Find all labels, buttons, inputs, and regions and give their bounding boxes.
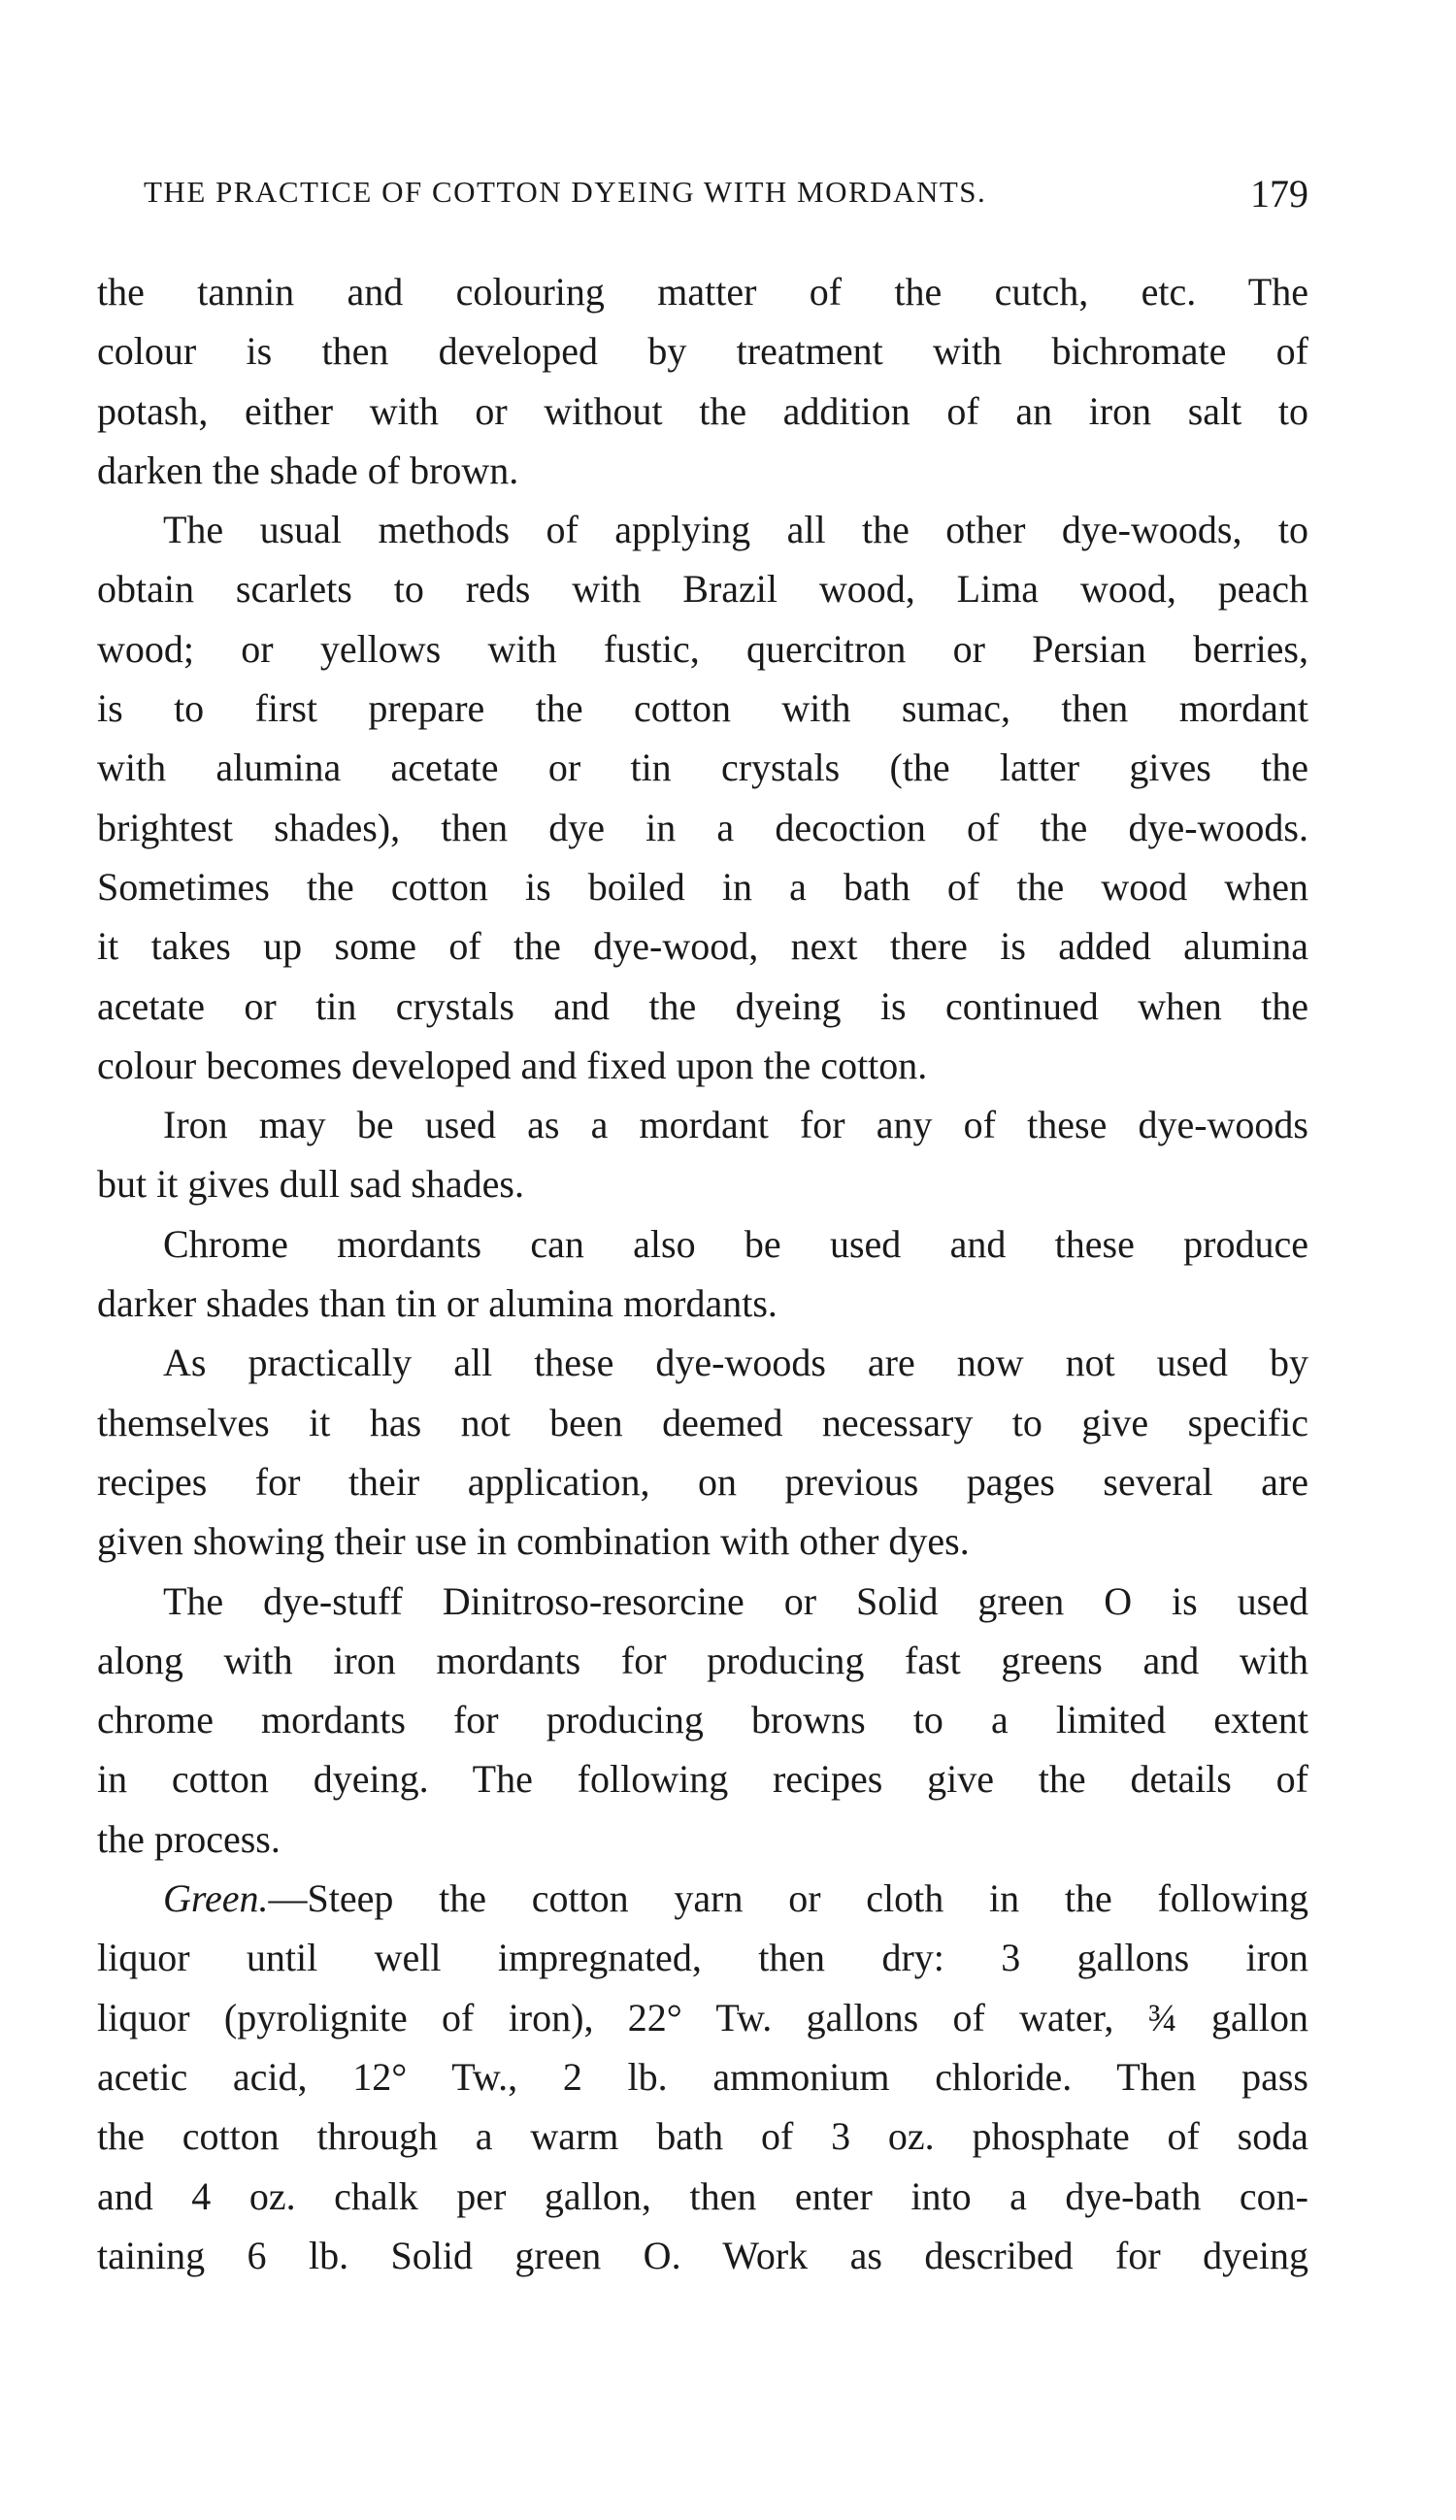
text-line: acetate or tin crystals and the dyeing is continued when the — [97, 983, 1308, 1028]
text-line: wood; or yellows with fustic, quercitron or Persian berries, — [97, 626, 1308, 671]
paragraph — [97, 1095, 1308, 1214]
running-header — [144, 172, 1308, 223]
paragraph — [97, 1214, 1308, 1334]
body-text — [97, 262, 1308, 2285]
text-line: Chrome mordants can also be used and these produce — [163, 1221, 1308, 1266]
text-line: and 4 oz. chalk per gallon, then enter into a dye-bath con- — [97, 2173, 1308, 2218]
text-line: liquor (pyrolignite of iron), 22° Tw. gallons of water, ¾ gallon — [97, 1995, 1308, 2039]
text-line: obtain scarlets to reds with Brazil wood, Lima wood, peach — [97, 567, 1308, 612]
text-line: with alumina acetate or tin crystals (the latter gives the — [97, 746, 1308, 790]
page-number: 179 — [1250, 172, 1308, 216]
text-line: the tannin and colouring matter of the cutch, etc. The — [97, 270, 1308, 314]
text-line: The dye-stuff Dinitroso-resorcine or Solid green O is used — [163, 1578, 1308, 1623]
text-line: brightest shades), then dye in a decoction of the dye-woods. — [97, 805, 1308, 849]
paragraph — [97, 1333, 1308, 1571]
text-line: in cotton dyeing. The following recipes give the details of — [97, 1757, 1308, 1802]
text-line: liquor until well impregnated, then dry: 3 gallons iron — [97, 1936, 1308, 1980]
text-line: themselves it has not been deemed necessary to give specific — [97, 1400, 1308, 1444]
recipe-heading: Green. — [163, 1876, 269, 1921]
text-line: the process. — [97, 1816, 281, 1861]
text-line: is to first prepare the cotton with sumac, then mordant — [97, 686, 1308, 731]
text-line: given showing their use in combination with other dyes. — [97, 1519, 970, 1564]
text-line: colour is then developed by treatment with bichromate of — [97, 329, 1308, 374]
text-line: Iron may be used as a mordant for any of these dye-woods — [163, 1103, 1308, 1147]
text-line: taining 6 lb. Solid green O. Work as described for dyeing — [97, 2233, 1308, 2277]
text-line: colour becomes developed and fixed upon the cotton. — [97, 1043, 928, 1087]
text-line: potash, either with or without the addition of an iron salt to — [97, 388, 1308, 433]
text-line: darken the shade of brown. — [97, 448, 519, 492]
paragraph — [97, 262, 1308, 500]
text-line: The usual methods of applying all the other dye-woods, to — [163, 508, 1308, 552]
text-line: Sometimes the cotton is boiled in a bath of the wood when — [97, 864, 1308, 909]
text-line: the cotton through a warm bath of 3 oz. phosphate of soda — [97, 2114, 1308, 2159]
text-line: it takes up some of the dye-wood, next there is added alumina — [97, 924, 1308, 969]
text-line — [97, 1869, 1308, 1928]
running-title: THE PRACTICE OF COTTON DYEING WITH MORDANTS. — [144, 175, 987, 209]
paragraph — [97, 500, 1308, 1095]
paragraph — [97, 1572, 1308, 1869]
text-line: darker shades than tin or alumina mordants. — [97, 1281, 778, 1326]
text-line: chrome mordants for producing browns to a limited extent — [97, 1698, 1308, 1742]
text-line: but it gives dull sad shades. — [97, 1162, 524, 1207]
text-line: along with iron mordants for producing fast greens and with — [97, 1638, 1308, 1682]
text-line-rest: —Steep the cotton yarn or cloth in the following — [268, 1876, 1308, 1921]
text-line: recipes for their application, on previous pages several are — [97, 1459, 1308, 1504]
text-line: As practically all these dye-woods are now not used by — [163, 1341, 1308, 1385]
paragraph — [97, 1869, 1308, 2285]
text-line: acetic acid, 12° Tw., 2 lb. ammonium chloride. Then pass — [97, 2054, 1308, 2099]
